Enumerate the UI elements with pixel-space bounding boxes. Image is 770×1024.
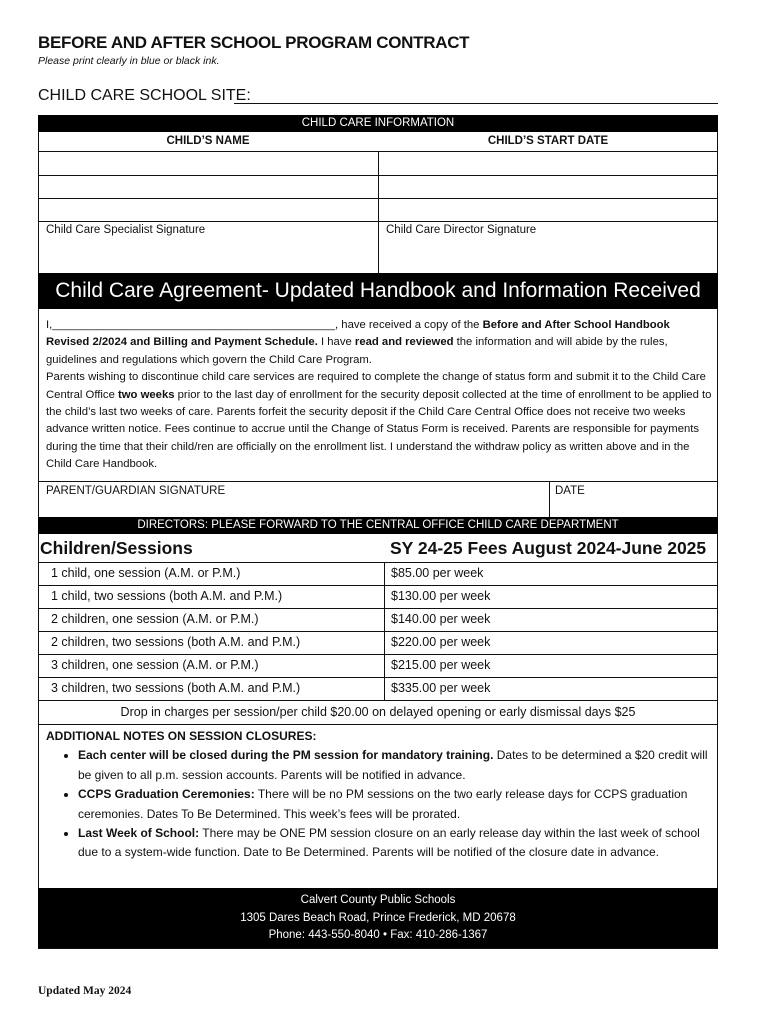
fee-row-5: $215.00 per week bbox=[391, 658, 491, 672]
session-row-4: 2 children, two sessions (both A.M. and P.M.) bbox=[51, 635, 301, 649]
fee-row-3: $140.00 per week bbox=[391, 612, 491, 626]
form-title: BEFORE AND AFTER SCHOOL PROGRAM CONTRACT bbox=[38, 33, 470, 52]
session-row-1: 1 child, one session (A.M. or P.M.) bbox=[51, 566, 241, 580]
footer-address: 1305 Dares Beach Road, Prince Frederick, MD 20678 bbox=[240, 911, 516, 924]
school-site-field[interactable] bbox=[234, 103, 718, 104]
childs-name-header: CHILD’S NAME bbox=[166, 135, 250, 147]
session-row-6: 3 children, two sessions (both A.M. and P.M.) bbox=[51, 681, 301, 695]
notes-heading: ADDITIONAL NOTES ON SESSION CLOSURES: bbox=[46, 729, 317, 743]
session-row-5: 3 children, one session (A.M. or P.M.) bbox=[51, 658, 259, 672]
agreement-text bbox=[46, 317, 712, 474]
child-start-date-field-3[interactable] bbox=[379, 199, 717, 220]
form-subtitle: Please print clearly in blue or black ink. bbox=[38, 55, 220, 67]
child-start-date-field-1[interactable] bbox=[379, 152, 717, 174]
directors-note: DIRECTORS: PLEASE FORWARD TO THE CENTRAL OFFICE CHILD CARE DEPARTMENT bbox=[38, 517, 718, 534]
fee-row-6: $335.00 per week bbox=[391, 681, 491, 695]
sessions-header: Children/Sessions bbox=[40, 538, 193, 558]
child-care-info-header: CHILD CARE INFORMATION bbox=[38, 115, 718, 132]
date-label: DATE bbox=[555, 485, 585, 497]
footer-phone: Phone: 443-550-8040 • Fax: 410-286-1367 bbox=[268, 929, 488, 941]
agreement-title: Child Care Agreement- Updated Handbook and Information Received bbox=[38, 273, 718, 309]
director-signature-label: Child Care Director Signature bbox=[386, 224, 537, 236]
parent-signature-label: PARENT/GUARDIAN SIGNATURE bbox=[46, 485, 226, 497]
school-site-label: CHILD CARE SCHOOL SITE: bbox=[38, 87, 251, 104]
fee-row-2: $130.00 per week bbox=[391, 589, 491, 603]
child-name-field-1[interactable] bbox=[39, 152, 377, 174]
child-name-field-2[interactable] bbox=[39, 176, 377, 197]
footer-contact bbox=[38, 888, 718, 948]
fee-row-1: $85.00 per week bbox=[391, 566, 484, 580]
childs-start-date-header: CHILD’S START DATE bbox=[487, 135, 609, 147]
child-start-date-field-2[interactable] bbox=[379, 176, 717, 197]
updated-date: Updated May 2024 bbox=[38, 985, 132, 997]
parent-signature-field[interactable] bbox=[39, 482, 548, 516]
note-item: • Last Week of School: There may be ONE PM session closure on an early release day within the last week of school due to a system-wide function. Date to Be Determined. Parents will be notified of the closure date in advance. bbox=[78, 824, 710, 863]
agreement-paragraph-2: Parents wishing to discontinue child care services are required to complete the change of status form and submit it to the Child Care Central Office two weeks prior to the last day of enrollment for the security deposit collected at the time of enrollment to be applied to the child’s last two weeks of care. Parents forfeit the security deposit if the Child Care Central Office does not receive two weeks advance written notice. Fees continue to accrue until the Change of Status Form is received. Parents are responsible for payments during the time that their child/ren are officially on the enrollment list. I understand the withdraw policy as written above and in the Child Care Handbook. bbox=[46, 371, 712, 471]
child-name-field-3[interactable] bbox=[39, 199, 377, 220]
note-item: • CCPS Graduation Ceremonies: There will be no PM sessions on the two early release days for CCPS graduation ceremonies. Dates To Be Determined. This week’s fees will be prorated. bbox=[78, 785, 710, 824]
closure-notes bbox=[46, 727, 710, 863]
fee-row-4: $220.00 per week bbox=[391, 635, 491, 649]
agreement-paragraph-1: I,_____________________________________________, have received a copy of the Before and After School Handbook Revised 2/2024 and Billing and Payment Schedule. I have read and reviewed the information and will abide by the rules, guidelines and regulations which govern the Child Care Program. bbox=[46, 319, 670, 366]
specialist-signature-label: Child Care Specialist Signature bbox=[46, 224, 206, 236]
note-item: • Each center will be closed during the PM session for mandatory training. Dates to be determined a $20 credit will be given to all p.m. session accounts. Parents will be notified in advance. bbox=[78, 746, 710, 785]
date-field[interactable] bbox=[550, 482, 717, 516]
fees-header: SY 24-25 Fees August 2024-June 2025 bbox=[390, 538, 707, 558]
session-row-2: 1 child, two sessions (both A.M. and P.M.) bbox=[51, 589, 283, 603]
drop-in-charges: Drop in charges per session/per child $20.00 on delayed opening or early dismissal days $25 bbox=[120, 705, 636, 719]
session-row-3: 2 children, one session (A.M. or P.M.) bbox=[51, 612, 259, 626]
footer-org: Calvert County Public Schools bbox=[300, 894, 456, 906]
